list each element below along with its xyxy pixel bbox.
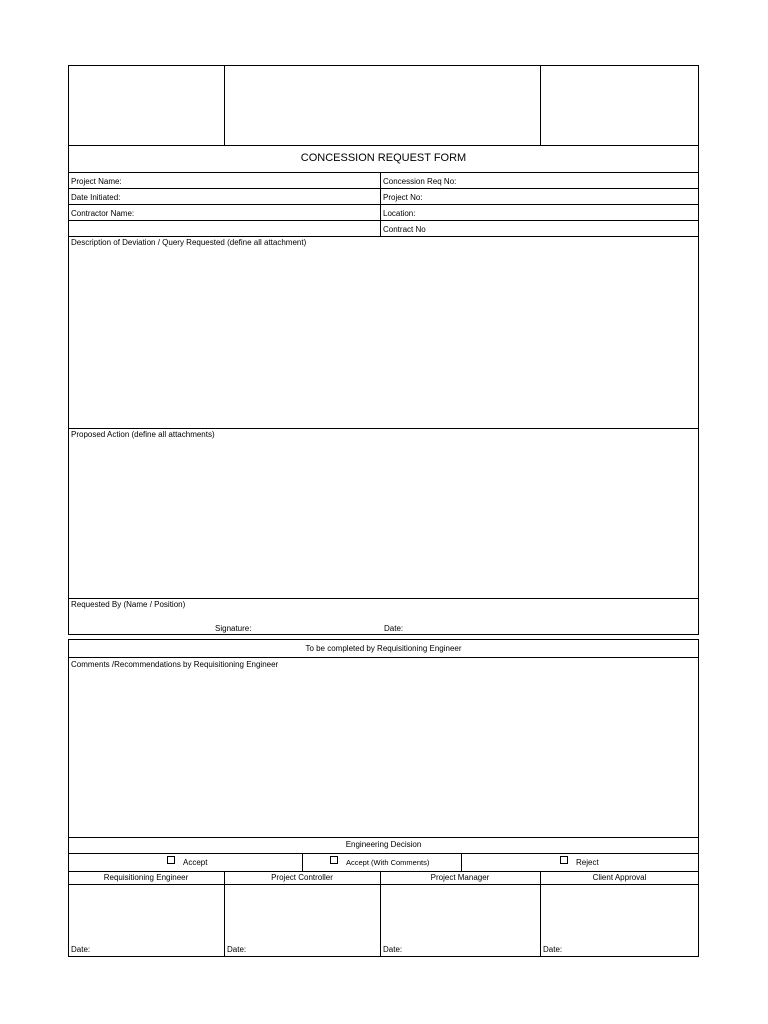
proposed-action-bottom-line xyxy=(68,598,699,599)
info-row-line-1 xyxy=(68,188,699,189)
engineering-decision-header: Engineering Decision xyxy=(345,840,422,849)
approver-project-manager: Project Manager xyxy=(430,873,490,882)
project-name-label: Project Name: xyxy=(71,177,122,186)
accept-label: Accept xyxy=(183,858,208,867)
signature-box-project-manager[interactable] xyxy=(381,885,540,941)
description-bottom-line xyxy=(68,428,699,429)
decision-header-line xyxy=(68,853,699,854)
form-title: CONCESSION REQUEST FORM xyxy=(300,152,467,164)
accept-with-comments-label: Accept (With Comments) xyxy=(346,858,430,867)
proposed-action-field[interactable] xyxy=(69,442,698,597)
decision-options-bottom-line xyxy=(68,871,699,872)
requested-by-label: Requested By (Name / Position) xyxy=(71,600,186,609)
concession-req-no-label: Concession Req No: xyxy=(383,177,457,186)
signature-box-client-approval[interactable] xyxy=(541,885,698,941)
date-label-client-approval: Date: xyxy=(543,945,563,954)
contractor-name-label: Contractor Name: xyxy=(71,209,135,218)
approver-client-approval: Client Approval xyxy=(592,873,647,882)
approver-project-controller: Project Controller xyxy=(271,873,333,882)
requester-date-label: Date: xyxy=(384,624,404,633)
approver-requisitioning-engineer: Requisitioning Engineer xyxy=(103,873,189,882)
info-row-line-2 xyxy=(68,204,699,205)
date-label-requisitioning-engineer: Date: xyxy=(71,945,91,954)
signature-label: Signature: xyxy=(215,624,252,633)
date-label-project-controller: Date: xyxy=(227,945,247,954)
decision-divider-1 xyxy=(302,853,303,871)
accept-checkbox[interactable] xyxy=(167,856,175,864)
info-row-line-4 xyxy=(68,236,699,237)
accept-with-comments-checkbox[interactable] xyxy=(330,856,338,864)
engineer-section-header: To be completed by Requisitioning Engineer xyxy=(305,644,462,653)
logo-box-right xyxy=(541,66,698,145)
logo-box-left xyxy=(69,66,224,145)
contract-no-label: Contract No xyxy=(383,225,426,234)
date-initiated-label: Date Initiated: xyxy=(71,193,121,202)
header-bottom-line xyxy=(68,145,699,146)
title-bottom-line xyxy=(68,172,699,173)
description-label: Description of Deviation / Query Requested (define all attachment) xyxy=(71,238,307,247)
description-field[interactable] xyxy=(69,250,698,427)
location-label: Location: xyxy=(383,209,416,218)
signature-box-project-controller[interactable] xyxy=(225,885,380,941)
comments-bottom-line xyxy=(68,837,699,838)
comments-label: Comments /Recommendations by Requisitioning Engineer xyxy=(71,660,279,669)
engineer-header-line xyxy=(68,657,699,658)
comments-field[interactable] xyxy=(69,672,698,836)
decision-divider-2 xyxy=(461,853,462,871)
reject-checkbox[interactable] xyxy=(560,856,568,864)
proposed-action-label: Proposed Action (define all attachments) xyxy=(71,430,215,439)
requested-by-field[interactable] xyxy=(69,612,698,622)
date-label-project-manager: Date: xyxy=(383,945,403,954)
info-row-line-3 xyxy=(68,220,699,221)
logo-box-center xyxy=(225,66,540,145)
signature-box-requisitioning-engineer[interactable] xyxy=(69,885,224,941)
project-no-label: Project No: xyxy=(383,193,423,202)
reject-label: Reject xyxy=(576,858,599,867)
